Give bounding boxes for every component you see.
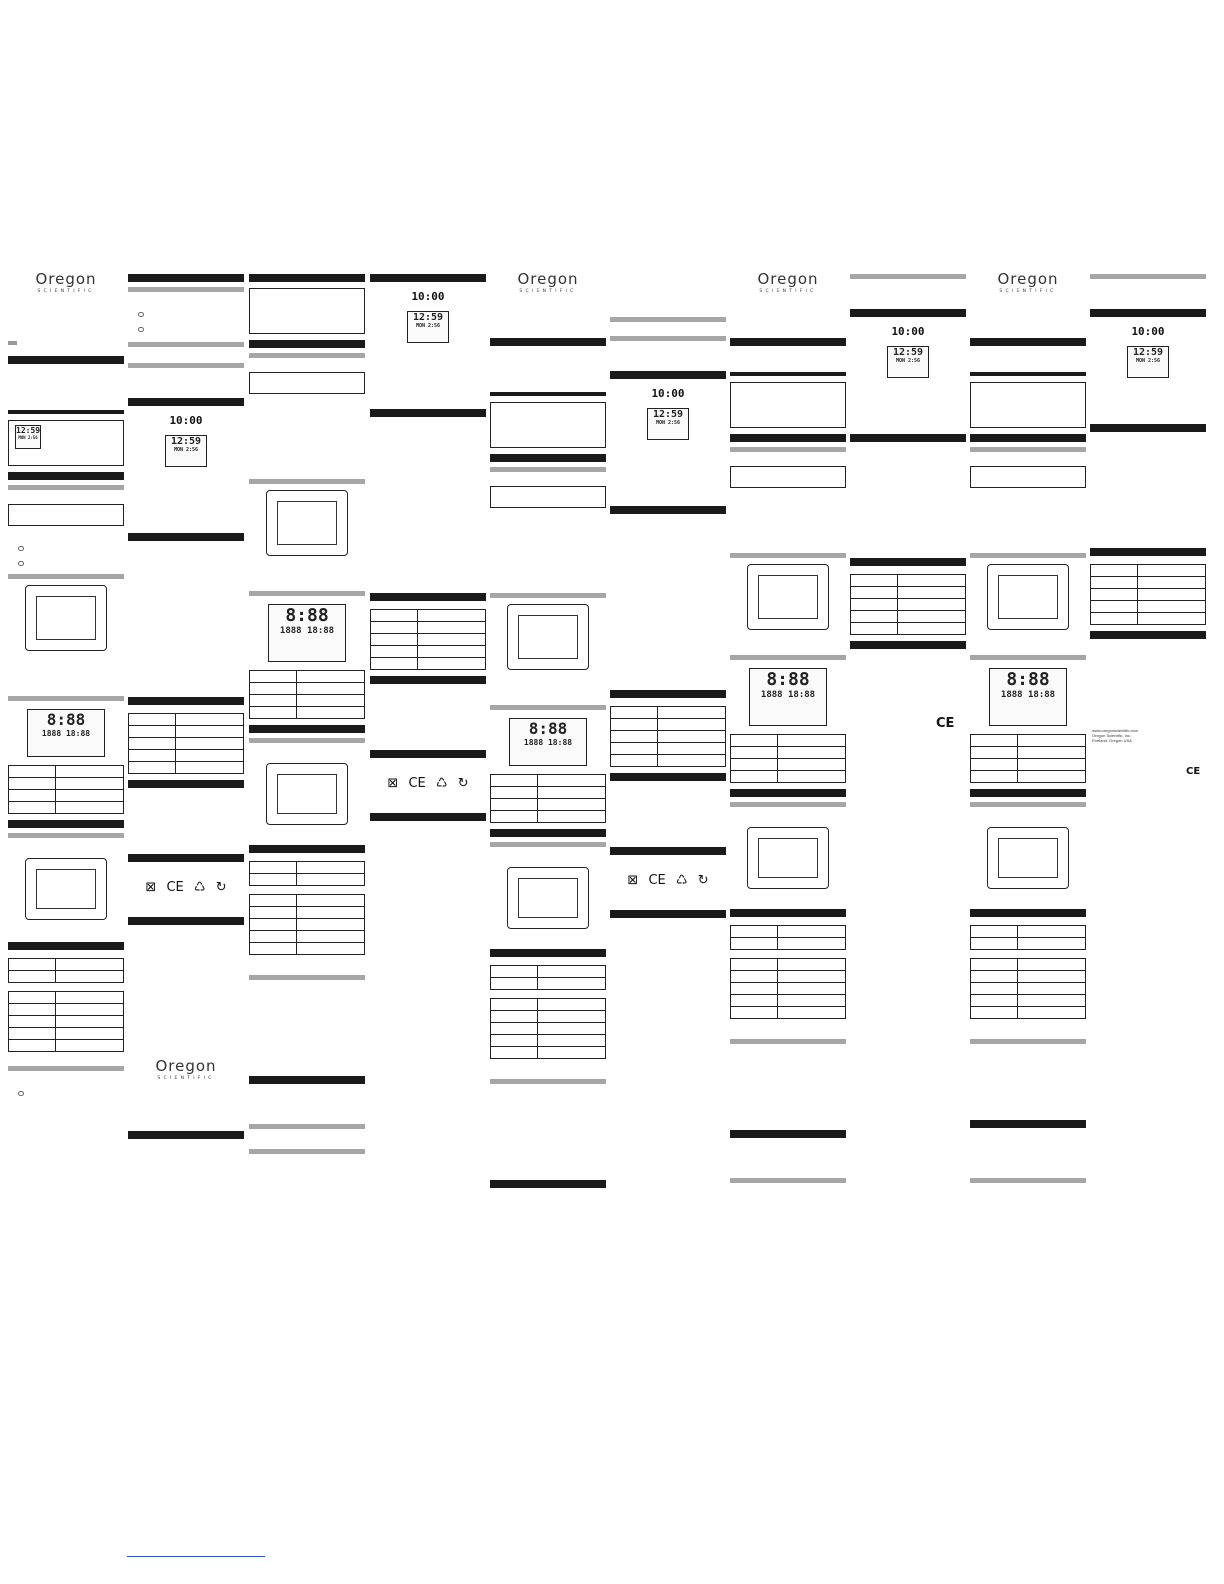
projector-diagram [747, 827, 829, 889]
section-header-bar [970, 1120, 1086, 1128]
address-line: www.oregonscientific.com [1092, 728, 1139, 733]
lcd-date: MON 2:56 [1135, 358, 1161, 364]
brand-logo [128, 1057, 244, 1081]
back-view-diagram [507, 604, 589, 670]
logo-wordmark: Oregon [155, 1057, 217, 1075]
brand-logo [8, 270, 124, 294]
subsection-header-bar [249, 738, 365, 743]
address-line: Portland, Oregon USA [1092, 738, 1132, 743]
subsection-header-bar [490, 593, 606, 598]
section-header-bar [128, 274, 244, 282]
lcd-layout-diagram [749, 668, 827, 726]
section-header-bar [128, 854, 244, 862]
subsection-header-bar [730, 553, 846, 558]
logo-subtitle: SCIENTIFIC [999, 289, 1057, 294]
brand-logo [970, 270, 1086, 294]
unit-lcd-illustration [15, 425, 41, 449]
projector-diagram [987, 827, 1069, 889]
lcd-date: MON 2:56 [655, 420, 681, 426]
battery-compartment-diagram [490, 486, 606, 508]
icon-legend-table [970, 734, 1086, 783]
battery-compartment-diagram [730, 466, 846, 488]
compliance-symbols [610, 873, 726, 888]
subsection-header-bar [490, 467, 606, 472]
section-header-bar [490, 454, 606, 462]
lcd-big-time: 8:88 [1006, 669, 1050, 690]
section-header-bar [128, 917, 244, 925]
specifications-table [249, 861, 365, 886]
lcd-layout-diagram [27, 709, 105, 757]
section-header-bar [249, 725, 365, 733]
green-dot-icon: ↻ [215, 880, 227, 895]
weee-icon: ⊠ [627, 873, 639, 888]
section-header-bar [1090, 548, 1206, 556]
icon-legend-table [8, 765, 124, 814]
lcd-time: 12:59 [1132, 347, 1164, 358]
address-line: Oregon Scientific, Inc. [1092, 733, 1132, 738]
compliance-symbols [128, 880, 244, 895]
page-column-9 [970, 268, 1086, 1308]
battery-compartment-diagram [249, 372, 365, 394]
section-header-bar [1090, 424, 1206, 432]
reference-table [610, 706, 726, 767]
page-column-7 [730, 268, 846, 1308]
lcd-layout-diagram [989, 668, 1067, 726]
section-header-bar [370, 676, 486, 684]
lcd-big-time: 8:88 [46, 710, 86, 729]
projector-diagram [25, 858, 107, 920]
lcd-time: 12:59 [170, 436, 202, 447]
section-header-bar [730, 909, 846, 917]
subsection-header-bar [8, 574, 124, 579]
section-header-bar [8, 410, 124, 414]
subsection-header-bar [128, 342, 244, 347]
subsection-header-bar [970, 1178, 1086, 1183]
lcd-layout-diagram [509, 718, 587, 766]
specifications-table [8, 958, 124, 983]
ce-mark: CE [648, 873, 666, 888]
back-view-diagram [266, 490, 348, 556]
lcd-big-time: 8:88 [528, 719, 568, 738]
section-header-bar [370, 409, 486, 417]
section-header-bar [970, 372, 1086, 376]
subsection-header-bar [8, 833, 124, 838]
lcd-time: 12:59 [892, 347, 924, 358]
lcd-big-time: 8:88 [766, 669, 810, 690]
subsection-header-bar [610, 336, 726, 341]
projection-time: 10:00 [651, 387, 685, 400]
section-header-bar [128, 780, 244, 788]
section-header-bar [730, 434, 846, 442]
section-header-bar [128, 697, 244, 705]
section-header-bar [970, 909, 1086, 917]
ce-mark: CE [408, 776, 426, 791]
brand-logo [490, 270, 606, 294]
green-dot-icon: ↻ [697, 873, 709, 888]
section-tag [8, 341, 17, 345]
logo-subtitle: SCIENTIFIC [759, 289, 817, 294]
section-header-bar [8, 356, 124, 364]
subsection-header-bar [490, 705, 606, 710]
icon-legend-table [249, 670, 365, 719]
section-header-bar [8, 820, 124, 828]
section-header-bar [490, 338, 606, 346]
subsection-header-bar [8, 696, 124, 701]
section-header-bar [249, 340, 365, 348]
logo-wordmark: Oregon [35, 270, 97, 288]
section-header-bar [249, 1076, 365, 1084]
logo-wordmark: Oregon [997, 270, 1059, 288]
back-view-diagram [747, 564, 829, 630]
section-header-bar [490, 949, 606, 957]
section-header-bar [850, 641, 966, 649]
specifications-table [490, 965, 606, 990]
page-column-10 [1090, 268, 1206, 1308]
lcd-big-date: 1888 18:88 [1000, 690, 1056, 700]
projector-diagram [266, 763, 348, 825]
unit-lcd-illustration [407, 311, 449, 343]
section-header-bar [8, 472, 124, 480]
section-header-bar [730, 789, 846, 797]
body-text-line [128, 304, 244, 307]
logo-subtitle: SCIENTIFIC [519, 289, 577, 294]
subsection-header-bar [970, 802, 1086, 807]
page-column-8 [850, 268, 966, 1308]
ce-mark: CE [1186, 766, 1201, 777]
subsection-header-bar [730, 655, 846, 660]
subsection-header-bar [8, 485, 124, 490]
subsection-header-bar [1090, 274, 1206, 279]
signal-table [730, 958, 846, 1019]
battery-compartment-diagram [970, 466, 1086, 488]
signal-table [490, 998, 606, 1059]
section-header-bar [730, 372, 846, 376]
section-header-bar [610, 690, 726, 698]
unit-lcd-illustration [647, 408, 689, 440]
subsection-header-bar [610, 317, 726, 322]
projector-diagram [507, 867, 589, 929]
unit-lcd-illustration [1127, 346, 1169, 378]
lcd-big-date: 1888 18:88 [41, 729, 91, 738]
section-header-bar [730, 1130, 846, 1138]
section-header-bar [490, 829, 606, 837]
lcd-big-date: 1888 18:88 [279, 626, 335, 636]
projection-time: 10:00 [1131, 325, 1165, 338]
projection-time: 10:00 [891, 325, 925, 338]
projection-time: 10:00 [169, 414, 203, 427]
section-header-bar [8, 942, 124, 950]
page-column-4 [370, 268, 486, 1308]
icon-legend-table [490, 774, 606, 823]
logo-wordmark: Oregon [757, 270, 819, 288]
subsection-header-bar [970, 655, 1086, 660]
body-text-line [8, 553, 124, 556]
lcd-big-time: 8:88 [285, 605, 329, 626]
subsection-header-bar [970, 553, 1086, 558]
section-header-bar [249, 274, 365, 282]
section-header-bar [970, 434, 1086, 442]
package-contents-box [8, 420, 124, 466]
subsection-header-bar [249, 353, 365, 358]
ce-mark: CE [936, 716, 955, 731]
package-contents-box [249, 288, 365, 334]
subsection-header-bar [128, 363, 244, 368]
footer-link-underline[interactable] [127, 1556, 265, 1557]
section-header-bar [610, 773, 726, 781]
section-header-bar [970, 338, 1086, 346]
section-header-bar [370, 593, 486, 601]
section-header-bar [1090, 631, 1206, 639]
signal-table [249, 894, 365, 955]
body-text-line [8, 538, 124, 541]
page-column-1 [8, 268, 124, 1308]
subsection-header-bar [850, 274, 966, 279]
back-view-diagram [987, 564, 1069, 630]
subsection-header-bar [249, 591, 365, 596]
section-header-bar [490, 1180, 606, 1188]
section-header-bar [128, 398, 244, 406]
section-header-bar [128, 1131, 244, 1139]
section-header-bar [610, 371, 726, 379]
body-text-line [8, 1083, 124, 1086]
section-header-bar [370, 813, 486, 821]
section-header-bar [490, 392, 606, 396]
back-view-diagram [25, 585, 107, 651]
section-header-bar [970, 789, 1086, 797]
reference-table [370, 609, 486, 670]
page-column-2 [128, 268, 244, 1308]
unit-lcd-illustration [165, 435, 207, 467]
weee-icon: ⊠ [387, 776, 399, 791]
package-contents-box [730, 382, 846, 428]
signal-table [970, 958, 1086, 1019]
section-header-bar [249, 845, 365, 853]
subsection-header-bar [249, 1124, 365, 1129]
section-header-bar [610, 910, 726, 918]
lcd-time: 12:59 [412, 312, 444, 323]
lcd-big-date: 1888 18:88 [523, 738, 573, 747]
ce-mark: CE [166, 880, 184, 895]
lcd-time: 12:59 [16, 426, 41, 435]
section-header-bar [128, 533, 244, 541]
logo-subtitle: SCIENTIFIC [157, 1076, 215, 1081]
specifications-table [730, 925, 846, 950]
battery-compartment-diagram [8, 504, 124, 526]
green-dot-icon: ↻ [457, 776, 469, 791]
section-header-bar [850, 434, 966, 442]
section-header-bar [850, 558, 966, 566]
lcd-time: 12:59 [652, 409, 684, 420]
subsection-header-bar [128, 287, 244, 292]
lcd-layout-diagram [268, 604, 346, 662]
page-column-6 [610, 268, 726, 1308]
icon-legend-table [730, 734, 846, 783]
subsection-header-bar [249, 479, 365, 484]
section-header-bar [370, 274, 486, 282]
subsection-header-bar [730, 1178, 846, 1183]
logo-wordmark: Oregon [517, 270, 579, 288]
subsection-header-bar [249, 1149, 365, 1154]
recycle-icon: ♺ [193, 880, 206, 895]
subsection-header-bar [490, 842, 606, 847]
page-column-3 [249, 268, 365, 1308]
weee-icon: ⊠ [145, 880, 157, 895]
subsection-header-bar [730, 802, 846, 807]
section-header-bar [370, 750, 486, 758]
section-header-bar [610, 506, 726, 514]
compliance-symbols [370, 776, 486, 791]
lcd-big-date: 1888 18:88 [760, 690, 816, 700]
projection-time: 10:00 [411, 290, 445, 303]
page-column-5 [490, 268, 606, 1308]
lcd-date: MON 2:56 [895, 358, 921, 364]
section-header-bar [610, 847, 726, 855]
subsection-header-bar [970, 447, 1086, 452]
section-header-bar [1090, 309, 1206, 317]
logo-subtitle: SCIENTIFIC [37, 289, 95, 294]
subsection-header-bar [8, 1066, 124, 1071]
subsection-header-bar [730, 447, 846, 452]
back-cover-address [1092, 728, 1192, 743]
reference-table [128, 713, 244, 774]
recycle-icon: ♺ [675, 873, 688, 888]
unit-lcd-illustration [887, 346, 929, 378]
specifications-table [970, 925, 1086, 950]
section-header-bar [730, 338, 846, 346]
body-text-line [128, 319, 244, 322]
package-contents-box [970, 382, 1086, 428]
reference-table [1090, 564, 1206, 625]
package-contents-box [490, 402, 606, 448]
brand-logo [730, 270, 846, 294]
recycle-icon: ♺ [435, 776, 448, 791]
lcd-date: MON 2:56 [18, 435, 38, 440]
reference-table [850, 574, 966, 635]
signal-table [8, 991, 124, 1052]
lcd-date: MON 2:56 [173, 447, 199, 453]
section-header-bar [850, 309, 966, 317]
lcd-date: MON 2:56 [415, 323, 441, 329]
